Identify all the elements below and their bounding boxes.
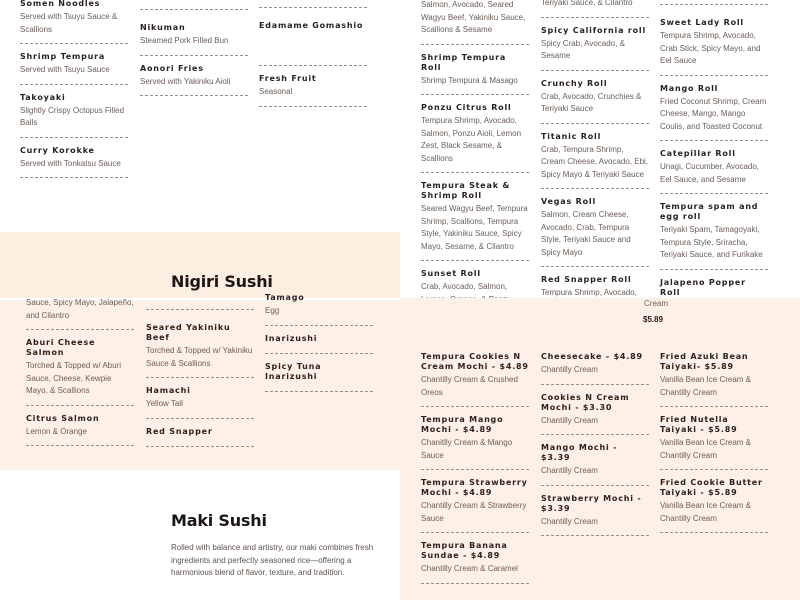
menu-item-description: Torched & Topped w/ Aburi Sauce, Cheese, Kewpie Mayo, & Scallions bbox=[26, 361, 122, 395]
divider bbox=[140, 0, 248, 10]
menu-item-description: Yellow Tail bbox=[146, 399, 183, 408]
menu-item-title: Curry Korokke bbox=[20, 145, 95, 155]
menu-item-fried-nutella-taiyaki-5-89 bbox=[660, 415, 768, 470]
menu-item-cookies-n-cream-mochi-3-30 bbox=[541, 393, 649, 436]
menu-item-spicy-tuna-inarizushi bbox=[265, 362, 373, 392]
menu-item-seared-yakiniku-beef bbox=[146, 323, 254, 378]
menu-item-title: Red Snapper bbox=[146, 426, 213, 436]
menu-item-citrus-salmon bbox=[26, 414, 134, 447]
menu-item-description: Torched & Topped w/ Yakiniku Sauce & Scallions bbox=[146, 346, 253, 368]
menu-item-title: Aonori Fries bbox=[140, 63, 204, 73]
menu-item-tempura-banana-sundae-4-89 bbox=[421, 541, 529, 584]
menu-item-title: Mango Roll bbox=[660, 83, 719, 93]
menu-item-title: Takoyaki bbox=[20, 92, 66, 102]
menu-item-continued bbox=[26, 297, 134, 330]
menu-item-title: Fried Cookie Butter Taiyaki - $5.89 bbox=[660, 478, 763, 497]
menu-item-aonori-fries bbox=[140, 64, 248, 97]
menu-item-titanic-roll bbox=[541, 132, 649, 190]
menu-item-somen-noodles bbox=[20, 0, 128, 44]
menu-item-title: Tamago bbox=[265, 293, 305, 302]
menu-item-description: Slightly Crispy Octopus Filled Balls bbox=[20, 105, 125, 127]
menu-item-description: Crab, Tempura Shrimp, Cream Cheese, Avocado, Ebi, Spicy Mayo & Teriyaki Sauce bbox=[541, 144, 649, 179]
menu-item-mango-roll bbox=[660, 84, 768, 142]
rolls-column-1 bbox=[421, 0, 529, 322]
menu-item-description: Chanitlly Cream & Mango Sauce bbox=[421, 438, 513, 460]
nigiri-panel bbox=[0, 293, 400, 470]
divider bbox=[146, 300, 254, 310]
appetizers-column-3 bbox=[259, 0, 367, 115]
menu-item-description: Vanilla Bean Ice Cream & Chantilly Cream bbox=[660, 438, 752, 460]
menu-item-tamago bbox=[265, 293, 373, 326]
menu-item-title: Cookies N Cream Mochi - $3.30 bbox=[541, 392, 630, 412]
maki-title: Maki Sushi bbox=[171, 511, 267, 530]
menu-item-title: Tempura spam and egg roll bbox=[660, 202, 759, 221]
menu-item-description: Crab, Avocado, Crunchies & Teriyaki Sauce bbox=[541, 91, 642, 113]
maki-description: Rolled with balance and artistry, our maki combines fresh ingredients and perfectly seasoned rice—offering a harmonious blend of flavor, texture, and tradition. bbox=[171, 543, 374, 577]
menu-item-crunchy-roll bbox=[541, 79, 649, 124]
menu-item-strawberry-mochi-3-39 bbox=[541, 494, 649, 537]
divider bbox=[259, 0, 367, 8]
desserts-panel bbox=[400, 298, 800, 600]
menu-item-description: Chantilly Cream bbox=[541, 365, 598, 374]
menu-item-title: Edamame Gomashio bbox=[259, 21, 364, 30]
menu-item-description: Served with Yakiniku Aioli bbox=[140, 76, 231, 86]
menu-item-description: Tempura Shrimp, Avocado, Crab Stick, Spicy Mayo, and Eel Sauce bbox=[660, 31, 761, 65]
menu-item-title: Spicy Tuna Inarizushi bbox=[265, 361, 322, 381]
menu-item-title: Vegas Roll bbox=[541, 197, 596, 206]
menu-item-description: Seasonal bbox=[259, 87, 293, 96]
menu-item-description: Vanilla Bean Ice Cream & Chantilly Cream bbox=[660, 375, 752, 397]
nigiri-header-panel bbox=[0, 232, 400, 298]
menu-item-title: Strawberry Mochi - $3.39 bbox=[541, 493, 642, 513]
menu-item-fried-cookie-butter-taiyaki-5-89 bbox=[660, 478, 768, 533]
menu-item-tempura-spam-and-egg-roll bbox=[660, 202, 768, 270]
menu-item-title: Tempura Strawberry Mochi - $4.89 bbox=[421, 478, 528, 497]
menu-item-description: Chantilly Cream & Strawberry Sauce bbox=[421, 501, 527, 523]
menu-item-title: Red Snapper Roll bbox=[541, 275, 632, 284]
menu-item-title: Fried Nutella Taiyaki - $5.89 bbox=[660, 415, 738, 434]
menu-item-title: Tempura Mango Mochi - $4.89 bbox=[421, 415, 504, 434]
appetizers-column-1 bbox=[20, 0, 128, 186]
menu-item-takoyaki bbox=[20, 93, 128, 138]
menu-item-tempura-steak-shrimp-roll bbox=[421, 181, 529, 261]
menu-item-title: Fried Azuki Bean Taiyaki- $5.89 bbox=[660, 352, 749, 371]
menu-item-title: Ponzu Citrus Roll bbox=[421, 103, 512, 112]
desserts-column-1 bbox=[421, 352, 529, 592]
nigiri-column-3 bbox=[265, 293, 373, 400]
dessert-fragment-price: $5.89 bbox=[643, 315, 664, 324]
menu-item-description: Fried Coconut Shrimp, Cream Cheese, Mango, Mango Coulis, and Toasted Coconut bbox=[660, 96, 767, 131]
menu-item-description: Chantilly Cream & Crushed Oreos bbox=[421, 375, 518, 397]
menu-item-continued bbox=[421, 0, 529, 45]
menu-item-description: Served with Tsuyu Sauce bbox=[20, 65, 110, 74]
menu-item-title: Cheesecake - $4.89 bbox=[541, 352, 643, 361]
menu-item-title: Hamachi bbox=[146, 386, 191, 395]
menu-item-title: Titanic Roll bbox=[541, 131, 602, 141]
menu-item-title: Tempura Cookies N Cream Mochi - $4.89 bbox=[421, 352, 529, 371]
menu-item-description: Chantilly Cream bbox=[541, 466, 598, 475]
menu-item-catepillar-roll bbox=[660, 149, 768, 194]
menu-item-description: Spicy Crab, Avocado, & Sesame bbox=[541, 38, 625, 60]
menu-item-title: Shrimp Tempura bbox=[20, 52, 106, 61]
menu-item-title: Crunchy Roll bbox=[541, 78, 608, 88]
menu-item-title: Mango Mochi - $3.39 bbox=[541, 443, 618, 462]
menu-item-description: Seared Wagyu Beef, Tempura Shrimp, Scallions, Tempura Style, Yakiniku Sauce, Spicy Mayo, Sesame, & Cilantro bbox=[421, 204, 528, 251]
desserts-column-2 bbox=[541, 352, 649, 544]
menu-item-aburi-cheese-salmon bbox=[26, 338, 134, 406]
menu-item-title: Tempura Banana Sundae - $4.89 bbox=[421, 541, 508, 560]
nigiri-column-2 bbox=[146, 300, 254, 455]
menu-item-red-snapper bbox=[146, 427, 254, 447]
menu-item-fried-azuki-bean-taiyaki-5-89 bbox=[660, 352, 768, 407]
menu-item-title: Sweet Lady Roll bbox=[660, 18, 744, 27]
menu-item-title: Aburi Cheese Salmon bbox=[26, 338, 96, 357]
menu-item-sweet-lady-roll bbox=[660, 18, 768, 76]
menu-item-title: Catepillar Roll bbox=[660, 149, 736, 158]
appetizers-panel bbox=[0, 0, 400, 232]
menu-item-edamame-gomashio bbox=[259, 21, 367, 66]
menu-item-description: Sauce, Spicy Mayo, Jalapeño, and Cilantro bbox=[26, 298, 134, 320]
menu-item-description: Unagi, Cucumber, Avocado, Eel Sauce, and Sesame bbox=[660, 162, 760, 184]
menu-item-curry-korokke bbox=[20, 146, 128, 179]
menu-item-title: Jalapeno Popper Roll bbox=[660, 277, 746, 297]
nigiri-column-1 bbox=[26, 297, 134, 454]
menu-item-description: Teriyaki Spam, Tamagoyaki, Tempura Style, Sriracha, Teriyaki Sauce, and Furikake bbox=[660, 225, 763, 259]
menu-item-description: Chantilly Cream & Caramel bbox=[421, 564, 518, 573]
menu-item-title: Sunset Roll bbox=[421, 269, 481, 278]
menu-item-mango-mochi-3-39 bbox=[541, 443, 649, 486]
menu-item-title: Somen Noodles bbox=[20, 0, 101, 8]
menu-item-spicy-california-roll bbox=[541, 26, 649, 71]
menu-item-description: Egg bbox=[265, 306, 280, 315]
menu-item-shrimp-tempura bbox=[20, 52, 128, 85]
menu-item-title: Tempura Steak & Shrimp Roll bbox=[421, 181, 511, 200]
menu-item-description: Salmon, Avocado, Seared Wagyu Beef, Yakiniku Sauce, Scallions & Sesame bbox=[421, 0, 526, 34]
appetizers-column-2 bbox=[140, 0, 248, 104]
menu-item-title: Shrimp Tempura Roll bbox=[421, 52, 507, 72]
menu-item-inarizushi bbox=[265, 334, 373, 354]
menu-item-description: Chantilly Cream bbox=[541, 415, 598, 425]
menu-item-description: Served with Tsuyu Sauce & Scallions bbox=[20, 12, 118, 34]
menu-item-description: Served with Tonkatsu Sauce bbox=[20, 158, 121, 168]
menu-item-vegas-roll bbox=[541, 197, 649, 267]
menu-item-tempura-strawberry-mochi-4-89 bbox=[421, 478, 529, 533]
menu-item-description: Tempura Shrimp, Avocado, bbox=[541, 288, 637, 297]
menu-item-description: Steamed Pork Filled Bun bbox=[140, 36, 229, 45]
menu-item-description: Crab, Avocado, Salmon, bbox=[421, 282, 508, 291]
menu-item-continued bbox=[541, 0, 649, 18]
menu-item-shrimp-tempura-roll bbox=[421, 53, 529, 96]
menu-item-nikuman bbox=[140, 23, 248, 56]
menu-item-title: Fresh Fruit bbox=[259, 74, 317, 83]
menu-item-description: Tempura Shrimp, Avocado, Salmon, Ponzu Aioli, Lemon Zest, Black Sesame, & Scallions bbox=[421, 116, 522, 163]
menu-item-description bbox=[259, 33, 367, 58]
menu-item-fresh-fruit bbox=[259, 74, 367, 107]
menu-item-title: Seared Yakiniku Beef bbox=[146, 323, 231, 342]
nigiri-title: Nigiri Sushi bbox=[171, 272, 273, 291]
menu-item-description: Shrimp Tempura & Masago bbox=[421, 75, 518, 85]
menu-item-tempura-mango-mochi-4-89 bbox=[421, 415, 529, 470]
rolls-column-2 bbox=[541, 0, 649, 341]
menu-item-hamachi bbox=[146, 386, 254, 419]
divider bbox=[660, 0, 768, 5]
menu-item-title: Spicy California roll bbox=[541, 25, 646, 35]
menu-item-description: Salmon, Cream Cheese, Avocado, Crab, Tempura Style, Teriyaki Sauce and Spicy Mayo bbox=[541, 210, 631, 257]
dessert-fragment-desc: Cream bbox=[644, 299, 669, 308]
menu-item-ponzu-citrus-roll bbox=[421, 103, 529, 173]
menu-item-description: Vanilla Bean Ice Cream & Chantilly Cream bbox=[660, 501, 752, 523]
menu-item-cheesecake-4-89 bbox=[541, 352, 649, 385]
menu-item-title: Citrus Salmon bbox=[26, 413, 100, 423]
desserts-column-3 bbox=[660, 352, 768, 541]
rolls-column-3 bbox=[660, 0, 768, 328]
menu-item-title: Inarizushi bbox=[265, 333, 318, 343]
menu-item-description: Lemon & Orange bbox=[26, 426, 87, 436]
menu-item-title: Nikuman bbox=[140, 23, 186, 32]
menu-item-description: Teriyaki Sauce, & Cilantro bbox=[541, 0, 633, 7]
menu-item-tempura-cookies-n-cream-mochi-4-89 bbox=[421, 352, 529, 407]
menu-item-description: Chantilly Cream bbox=[541, 516, 598, 526]
rolls-panel bbox=[400, 0, 800, 298]
